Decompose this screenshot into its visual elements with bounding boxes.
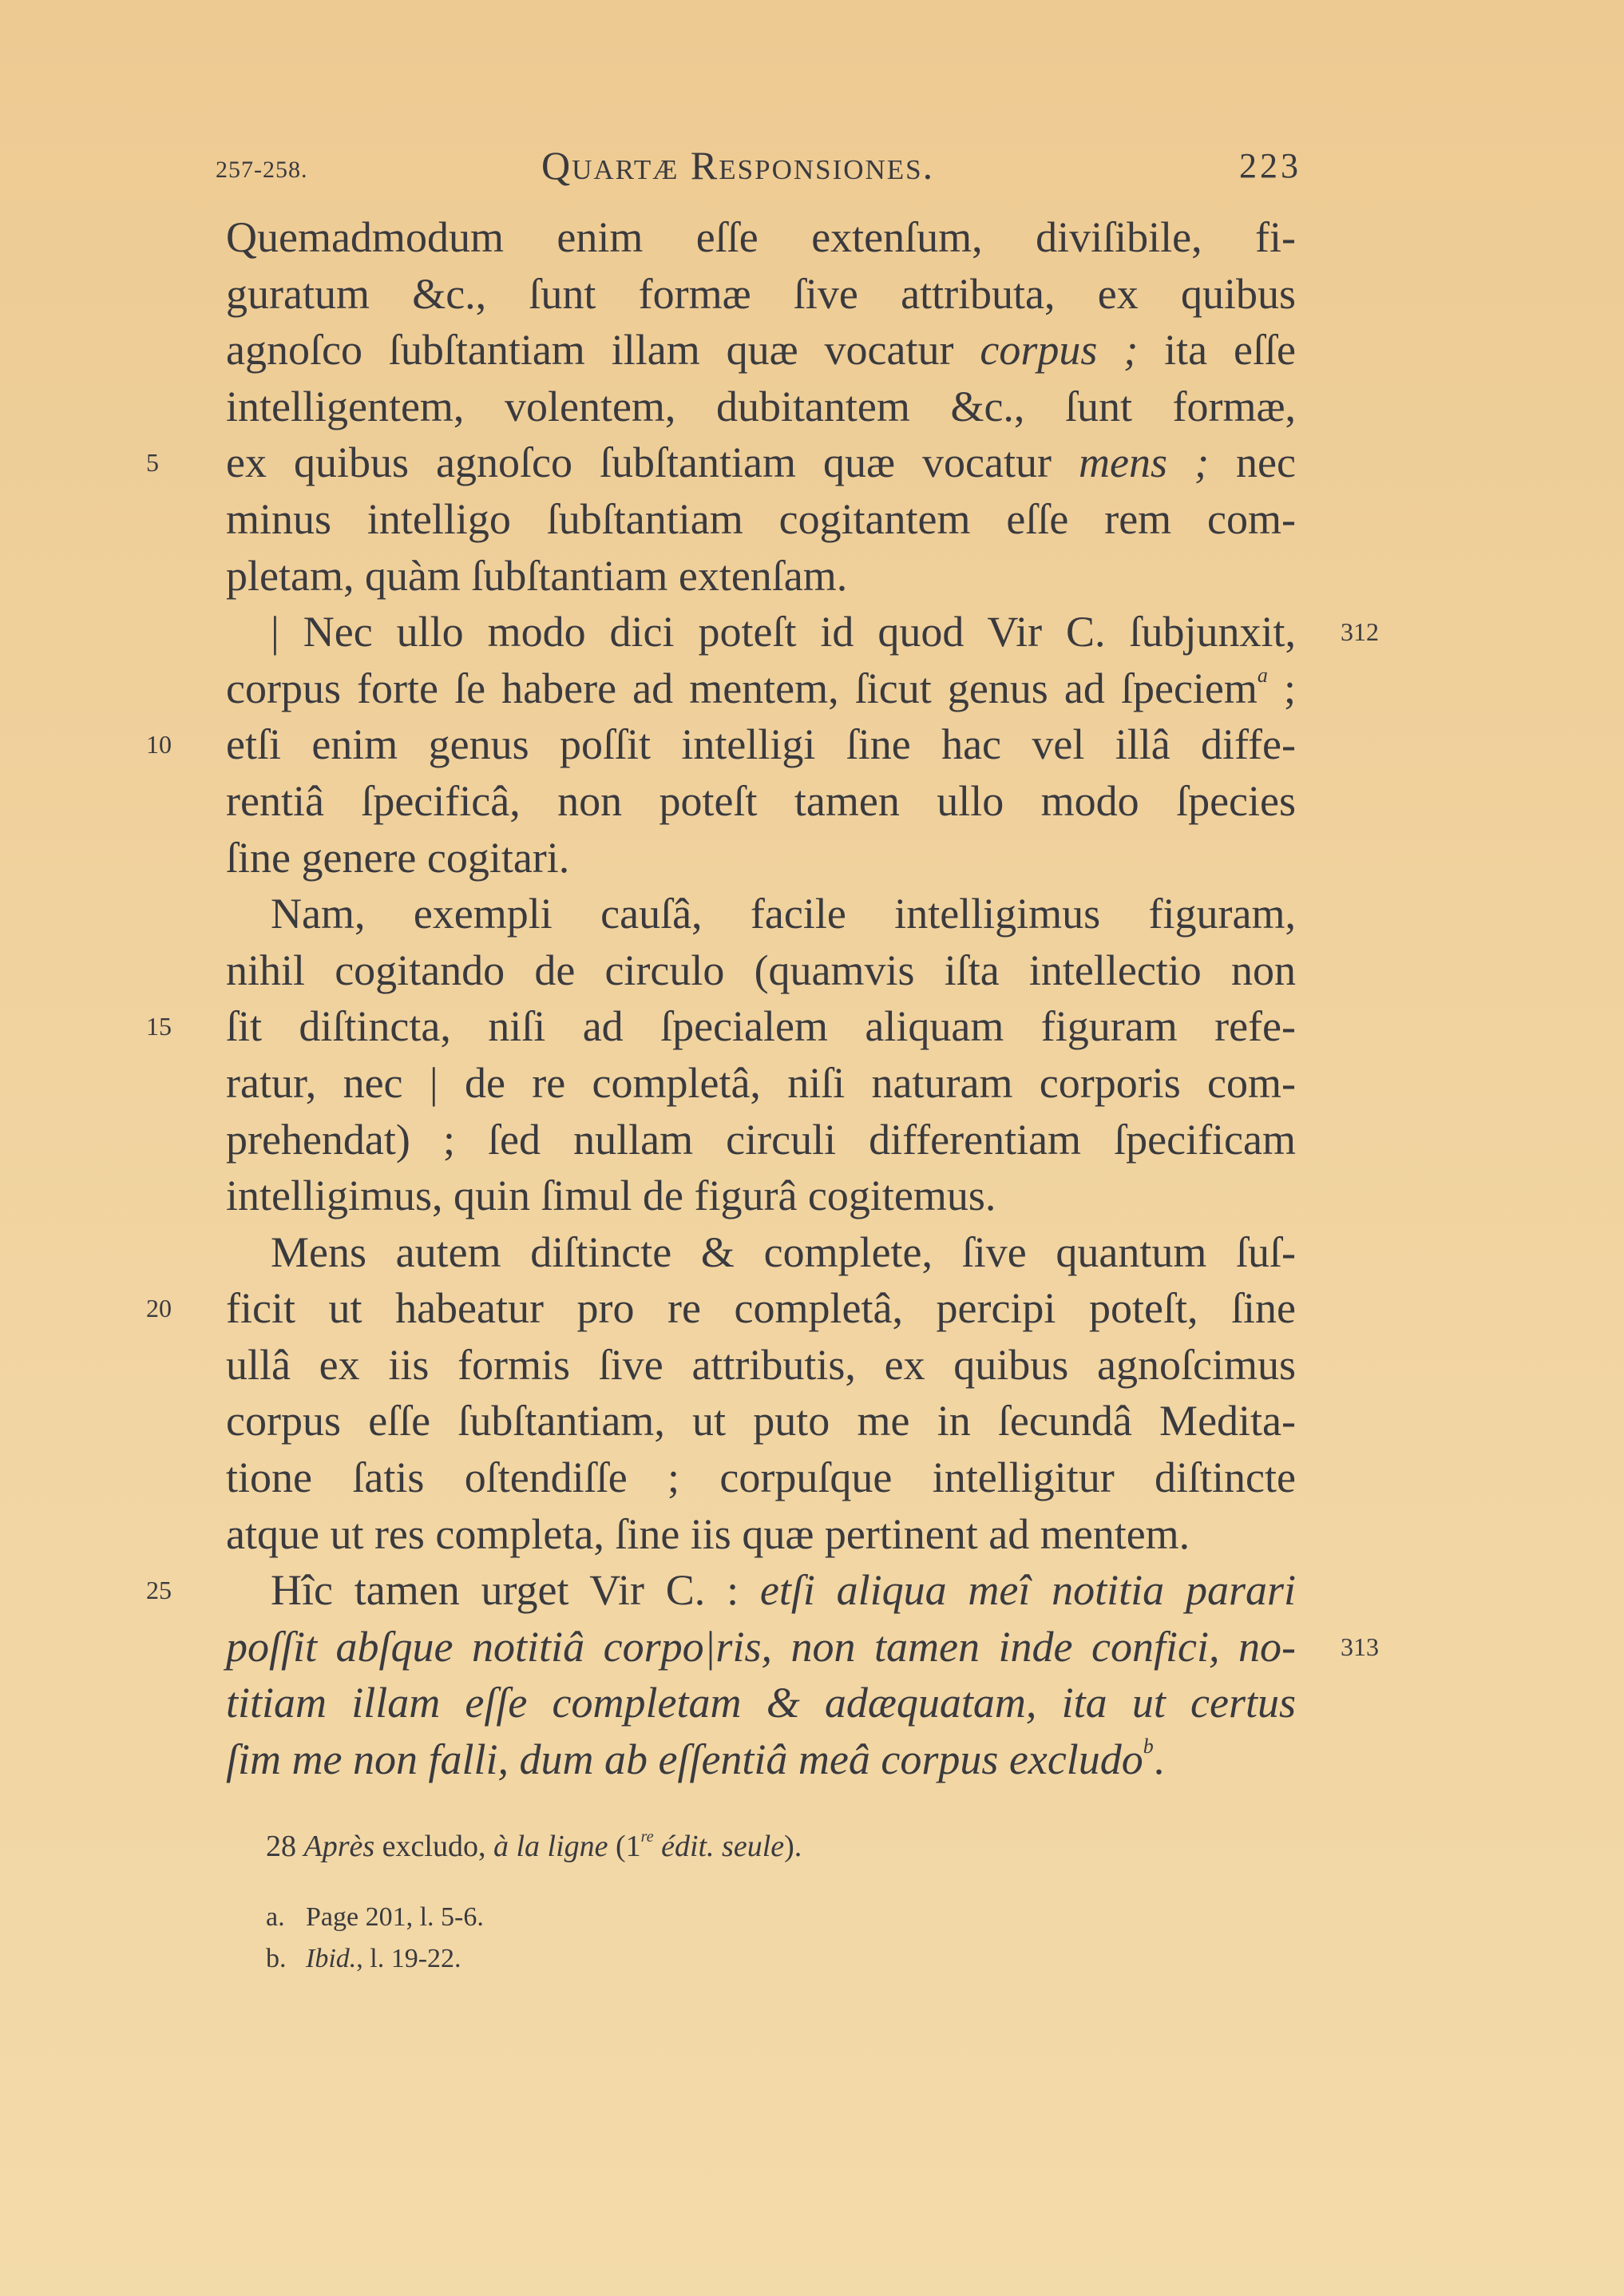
italic-text: corpus ; <box>980 326 1139 375</box>
variant-word: Après <box>303 1830 375 1863</box>
variant-line-number: 28 <box>266 1830 296 1863</box>
line-text: ſit diſtincta, niſi ad ſpecialem aliquam figuram refe- <box>226 1002 1296 1051</box>
line-text: corpus forte ſe habere ad mentem, ſicut genus ad ſpeciem <box>226 664 1258 712</box>
line-text: ullâ ex iis formis ſive attributis, ex quibus agnoſcimus <box>226 1340 1296 1389</box>
footnote-text: Page 201, l. 5-6. <box>306 1902 484 1932</box>
variant-word: édit. seule <box>661 1830 785 1863</box>
line-text: nec <box>1209 438 1296 487</box>
footnote-marker: a <box>1257 663 1268 687</box>
text-line <box>226 379 1296 435</box>
variant-word: ). <box>784 1830 802 1863</box>
text-line <box>146 1280 1296 1337</box>
line-number: 25 <box>146 1576 172 1605</box>
line-text: atque ut res completa, ſine iis quæ pertinent ad mentem. <box>226 1509 1190 1558</box>
text-line <box>226 548 1296 605</box>
line-number: 5 <box>146 448 159 478</box>
text-line <box>226 830 1296 886</box>
text-line <box>226 1055 1296 1112</box>
page-number: 223 <box>1239 146 1301 185</box>
variant-superscript: re <box>640 1828 654 1846</box>
text-line <box>226 1675 1296 1731</box>
running-title: Quartæ Responsiones. <box>541 143 935 188</box>
line-text: rentiâ ſpecificâ, non poteſt tamen ullo modo ſpecies <box>226 776 1296 825</box>
italic-text: titiam illam eſſe completam & adæquatam, ita ut certus <box>226 1679 1296 1727</box>
line-text: minus intelligo ſubſtantiam cogitantem eſſe rem com- <box>226 494 1296 543</box>
line-text: ex quibus agnoſco ſubſtantiam quæ vocatur <box>226 438 1079 487</box>
variant-word: à la ligne <box>493 1830 608 1863</box>
line-text: ſine genere cogitari. <box>226 833 570 882</box>
text-line <box>146 716 1296 773</box>
variant-word: excludo, <box>382 1830 486 1863</box>
text-line <box>226 604 1379 660</box>
footnote-label: a. <box>266 1902 285 1932</box>
text-line <box>226 1224 1296 1281</box>
text-line <box>226 1168 1296 1224</box>
text-line <box>146 998 1296 1055</box>
text-line <box>226 660 1296 717</box>
italic-text: ſim me non falli, dum ab eſſentiâ meâ corpus excludo <box>226 1735 1143 1784</box>
line-text: pletam, quàm ſubſtantiam extenſam. <box>226 551 848 600</box>
text-line <box>146 434 1296 491</box>
footnote-text: , l. 19-22. <box>356 1944 461 1973</box>
footnote <box>266 1944 461 1974</box>
line-text: ita eſſe <box>1138 326 1297 375</box>
footnote-marker: b <box>1143 1735 1154 1759</box>
line-number: 15 <box>146 1012 172 1041</box>
line-number: 10 <box>146 730 172 759</box>
text-line <box>226 773 1296 830</box>
italic-text: etſi aliqua meî notitia parari <box>759 1566 1297 1615</box>
text-line <box>226 1393 1296 1449</box>
text-line <box>226 1731 1296 1788</box>
italic-text: poſſit abſque notitiâ corpo|ris, non tamen inde confici, no- <box>226 1622 1296 1671</box>
line-text: Mens autem diſtincte & complete, ſive quantum ſuſ- <box>271 1227 1296 1276</box>
text-line <box>226 266 1296 323</box>
line-text: ratur, nec | de re completâ, niſi naturam corporis com- <box>226 1058 1296 1107</box>
line-text: ficit ut habeatur pro re completâ, percipi poteſt, ſine <box>226 1284 1296 1333</box>
text-line <box>226 1337 1296 1394</box>
line-text: nihil cogitando de circulo (quamvis iſta intellectio non <box>226 946 1296 994</box>
running-header <box>216 142 1301 190</box>
text-line <box>226 886 1296 942</box>
line-text: | Nec ullo modo dici poteſt id quod Vir C. ſubjunxit, <box>271 608 1296 656</box>
text-line <box>226 491 1296 548</box>
main-text <box>146 209 1379 1788</box>
line-text: intelligimus, quin ſimul de figurâ cogitemus. <box>226 1172 996 1220</box>
page-range: 257-258. <box>216 157 308 183</box>
line-text: guratum &c., ſunt formæ ſive attributa, ex quibus <box>226 269 1296 318</box>
margin-page-reference: 313 <box>1341 1632 1379 1661</box>
footnote <box>266 1902 484 1933</box>
footnote-label: b. <box>266 1944 287 1973</box>
line-text: Nam, exempli cauſâ, facile intelligimus figuram, <box>271 890 1296 938</box>
line-text: corpus eſſe ſubſtantiam, ut puto me in ſecundâ Medita- <box>226 1397 1296 1445</box>
margin-page-reference: 312 <box>1341 617 1379 647</box>
line-text: tione ſatis oſtendiſſe ; corpuſque intelligitur diſtincte <box>226 1453 1296 1502</box>
italic-text: mens ; <box>1079 438 1210 487</box>
variant-word: (1 <box>616 1830 641 1863</box>
line-text: Hîc tamen urget Vir C. : <box>271 1566 760 1615</box>
line-text: prehendat) ; ſed nullam circuli differentiam ſpecificam <box>226 1115 1296 1164</box>
line-number: 20 <box>146 1294 172 1323</box>
line-text: . <box>1153 1735 1165 1784</box>
line-text: Quemadmodum enim eſſe extenſum, diviſibile, fi- <box>226 213 1296 261</box>
text-line <box>226 322 1296 379</box>
text-line <box>226 942 1296 999</box>
text-line <box>146 1562 1297 1619</box>
line-text: ; <box>1267 664 1296 712</box>
line-text: intelligentem, volentem, dubitantem &c., ſunt formæ, <box>226 382 1296 430</box>
text-line <box>226 209 1296 266</box>
variant-note <box>266 1829 802 1864</box>
text-line <box>226 1449 1296 1506</box>
line-text: agnoſco ſubſtantiam illam quæ vocatur <box>226 326 980 375</box>
text-line <box>226 1619 1379 1675</box>
footnote-ref: Ibid. <box>306 1944 357 1973</box>
line-text: etſi enim genus poſſit intelligi ſine hac vel illâ diffe- <box>226 720 1296 769</box>
text-line <box>226 1112 1296 1168</box>
text-line <box>226 1506 1296 1563</box>
